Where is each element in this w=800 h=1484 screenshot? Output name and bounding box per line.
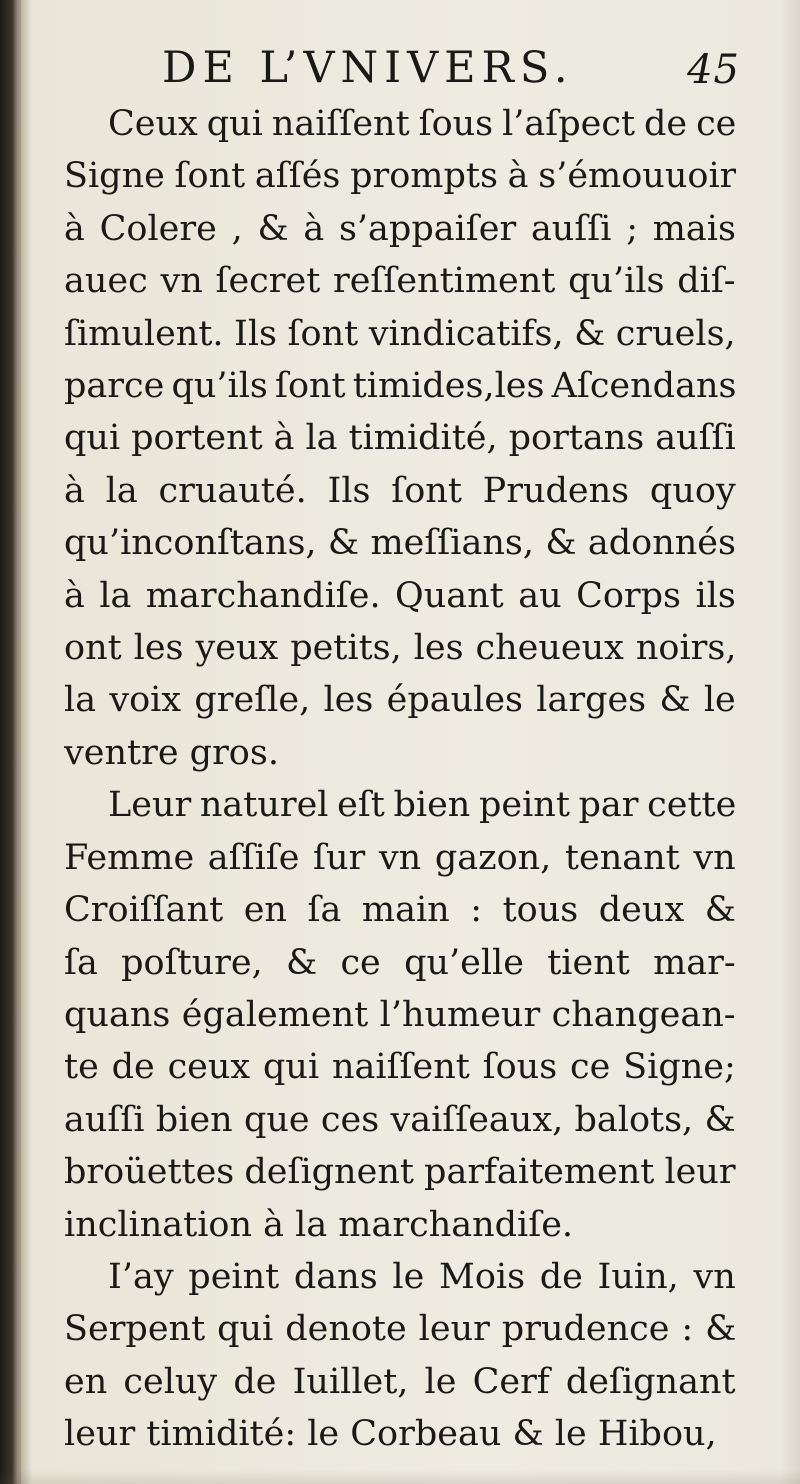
text-line: Ceux qui naiſſent ſous l’aſpect de ce <box>108 104 736 144</box>
text-line: qui portent à la timidité, portans auſſi <box>64 418 736 459</box>
gutter-edge <box>18 0 21 1484</box>
paragraph-2 <box>64 779 736 1251</box>
text-line: quans également l’humeur changean- <box>64 994 736 1035</box>
text-line: la voix greſle, les épaules larges & le <box>64 680 736 721</box>
text-line: te de ceux qui naiſſent ſous ce Signe; <box>64 1047 736 1088</box>
page-number: 45 <box>687 47 740 93</box>
text-line: inclination à la marchandiſe. <box>64 1204 574 1245</box>
page-header <box>100 38 740 98</box>
text-line: auec vn ſecret reſſentiment qu’ils diſ- <box>64 261 736 302</box>
text-line: Leur naturel eſt bien peint par cette <box>108 785 736 826</box>
text-line: parce qu’ils ſont timides,les Aſcendans <box>64 366 736 407</box>
text-line: en celuy de Iuillet, le Cerf deſignant <box>64 1361 736 1402</box>
running-head: DE L’VNIVERS. <box>162 43 574 93</box>
text-line: Signe ſont aſſés prompts à s’émouuoir <box>64 156 736 197</box>
text-line: à Colere , & à s’appaiſer auſſi ; mais <box>64 208 736 249</box>
text-line: ont les yeux petits, les cheueux noirs, <box>64 628 736 669</box>
text-line: à la cruauté. Ils ſont Prudens quoy <box>64 470 736 511</box>
text-line: broüettes deſignent parfaitement leur <box>64 1152 736 1193</box>
text-line: ventre gros. <box>64 732 279 773</box>
text-line: Femme aſſiſe ſur vn gazon, tenant vn <box>64 837 736 878</box>
paragraph-3 <box>64 1251 736 1461</box>
page-bottom-shadow <box>0 1470 800 1484</box>
text-line: auſſi bien que ces vaiſſeaux, balots, & <box>64 1099 736 1140</box>
text-line: ſa poſture, & ce qu’elle tient mar- <box>64 942 736 983</box>
page-edge-shadow <box>780 0 800 1484</box>
text-line: qu’inconſtans, & meſſians, & adonnés <box>64 523 736 564</box>
text-line: I’ay peint dans le Mois de Iuin, vn <box>108 1256 736 1297</box>
text-line: Serpent qui denote leur prudence : & <box>64 1309 736 1350</box>
text-line: leur timidité: le Corbeau & le Hibou, <box>64 1414 717 1455</box>
text-line: ſimulent. Ils ſont vindicatifs, & cruels, <box>64 313 736 354</box>
text-line: à la marchandiſe. Quant au Corps ils <box>64 575 736 616</box>
paragraph-1 <box>64 98 736 779</box>
body-text <box>64 98 736 1461</box>
text-line: Croiſſant en ſa main : tous deux & <box>64 890 736 931</box>
